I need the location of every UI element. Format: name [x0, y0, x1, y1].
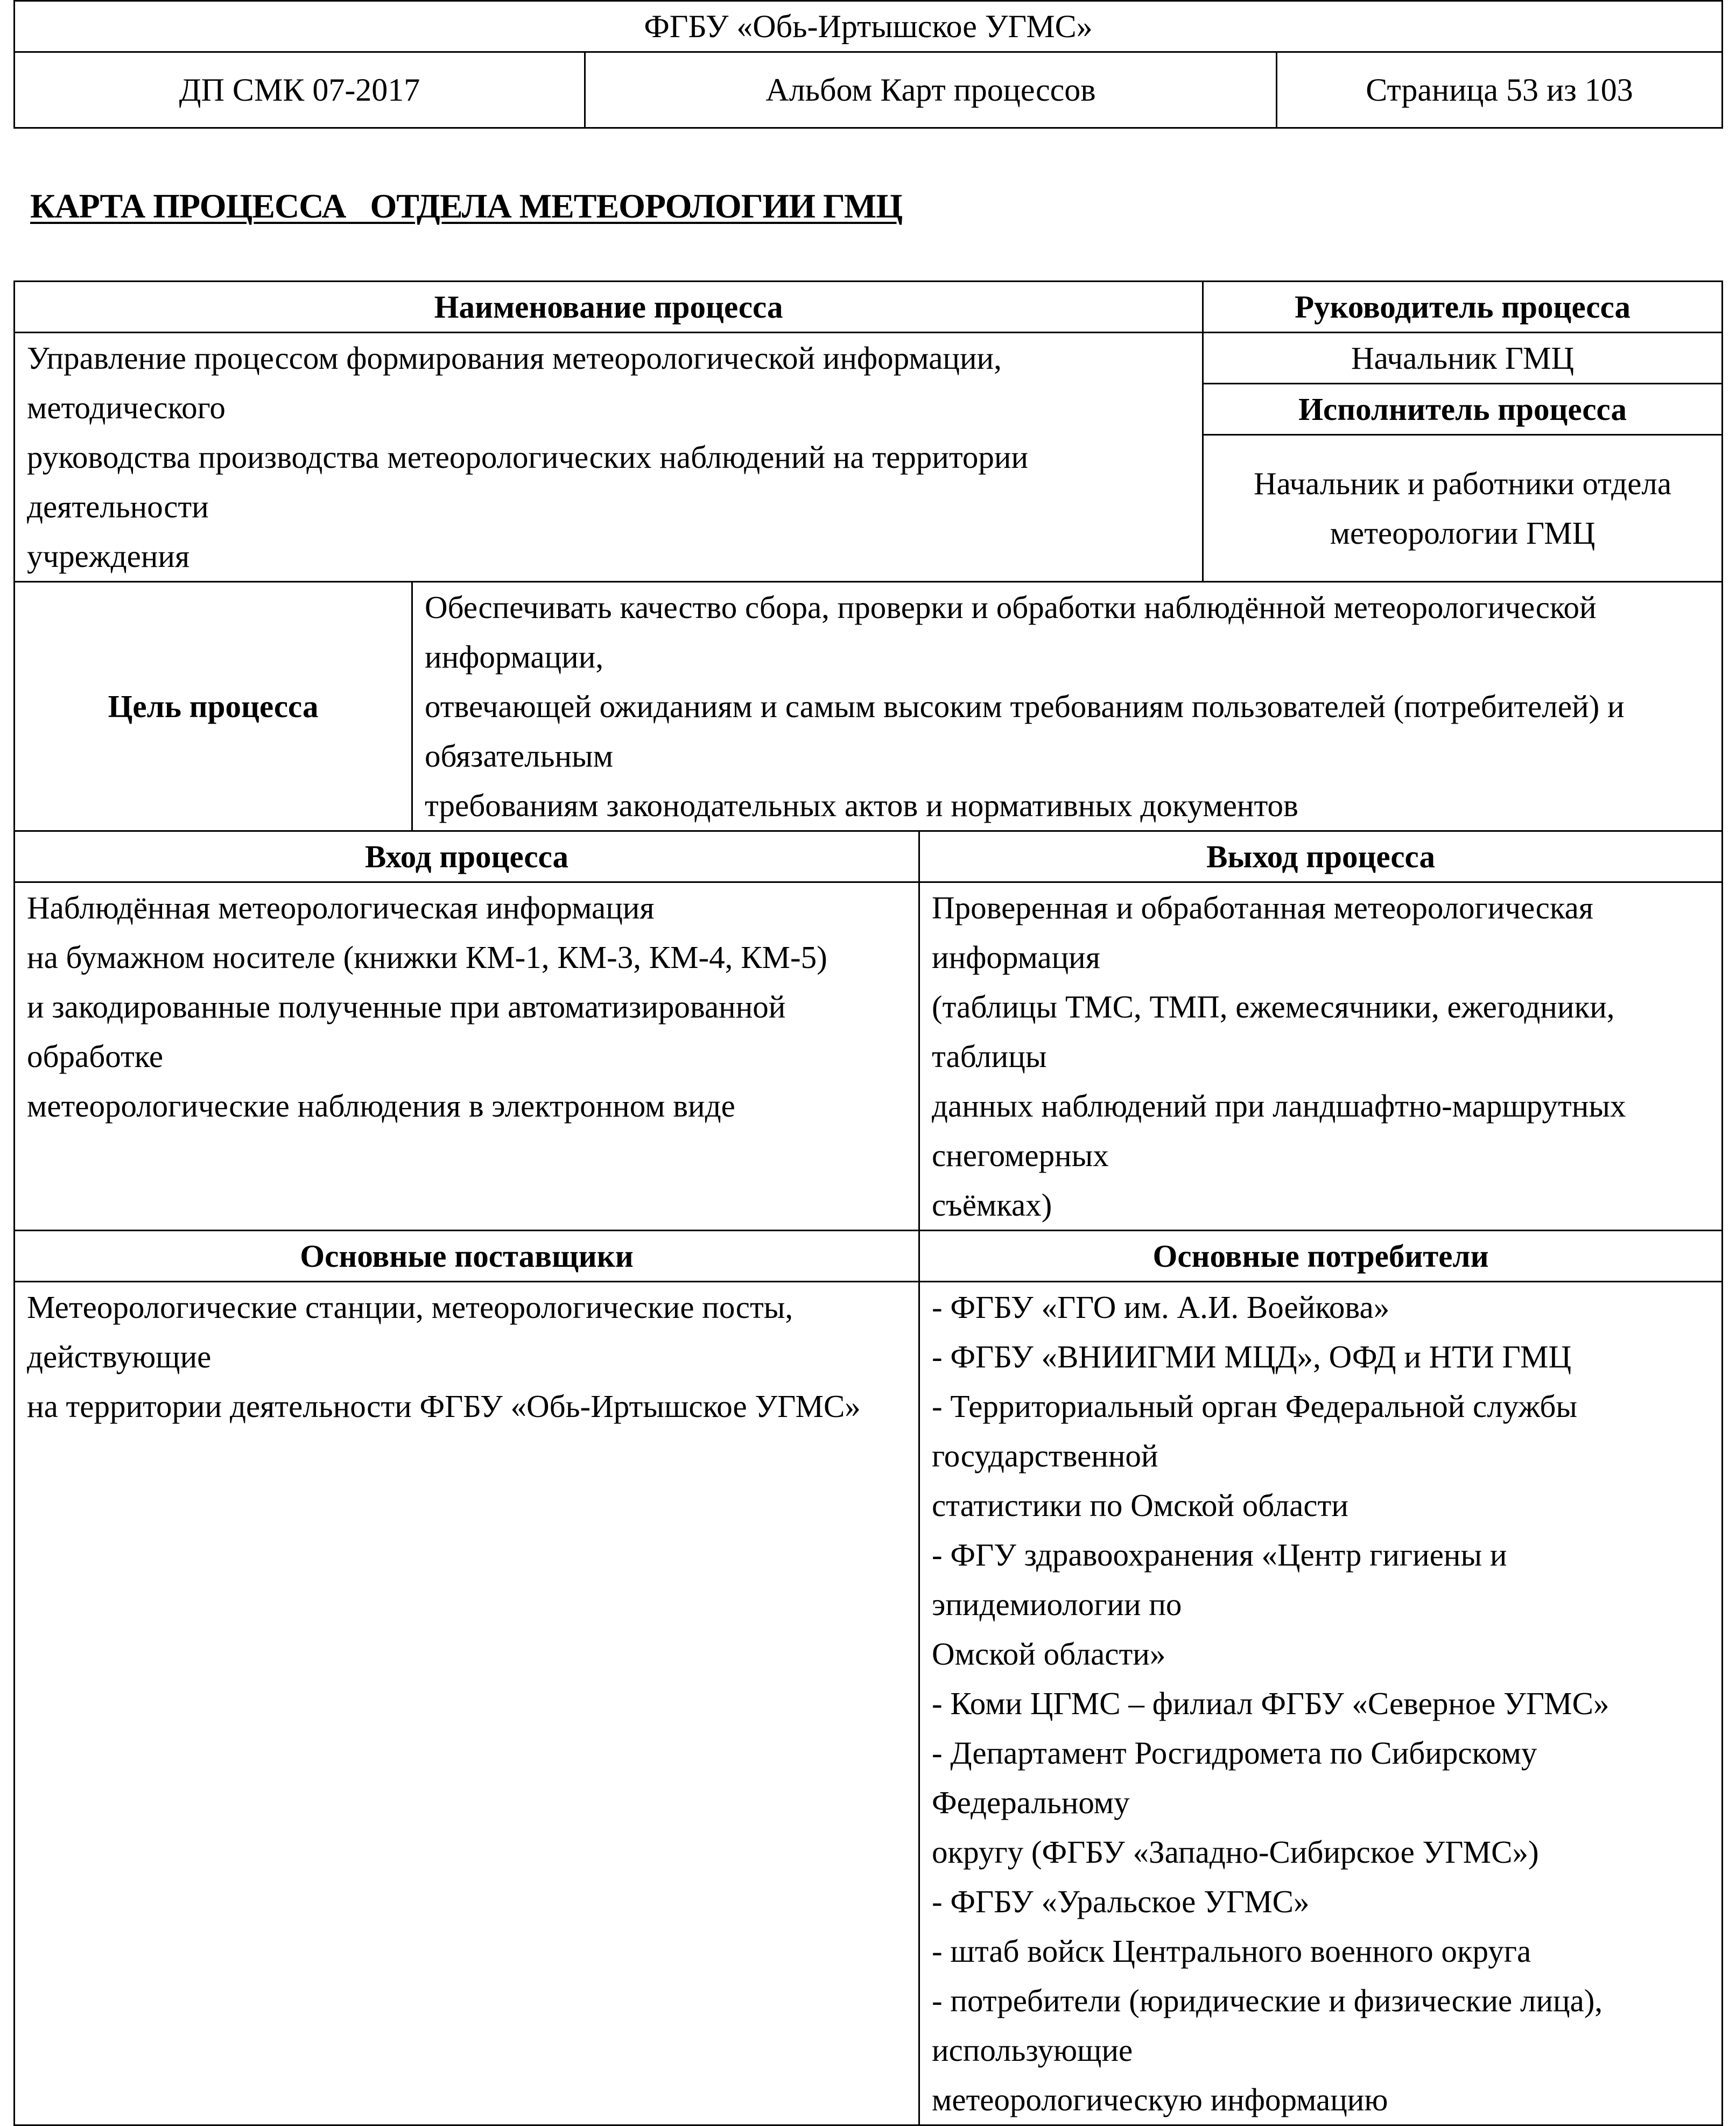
consumer-line: метеорологическую информацию [932, 2082, 1388, 2117]
process-input-line: и закодированные полученные при автоматизированной обработке [27, 989, 786, 1074]
process-input-header: Вход процесса [15, 831, 919, 882]
consumer-line: статистики по Омской области [932, 1488, 1348, 1523]
consumer-line: - ФГБУ «ВНИИГМИ МЦД», ОФД и НТИ ГМЦ [932, 1339, 1572, 1374]
supplier-line: Метеорологические станции, метеорологические посты, действующие [27, 1289, 793, 1374]
process-output-text [919, 882, 1723, 1231]
supplier-line: на территории деятельности ФГБУ «Обь-Иртышское УГМС» [27, 1388, 861, 1424]
suppliers-header: Основные поставщики [15, 1231, 919, 1282]
consumer-line: - Коми ЦГМС – филиал ФГБУ «Северное УГМС» [932, 1686, 1610, 1721]
process-map [13, 280, 1723, 2126]
process-output-header: Выход процесса [919, 831, 1723, 882]
process-owner-header: Руководитель процесса [1203, 282, 1723, 333]
consumer-line: - ФГБУ «Уральское УГМС» [932, 1884, 1310, 1919]
process-executor-value [1203, 435, 1723, 582]
process-input-line: метеорологические наблюдения в электронном виде [27, 1088, 735, 1124]
consumer-line: - штаб войск Центрального военного округа [932, 1933, 1531, 1969]
process-input-text [15, 882, 919, 1231]
consumer-line: - Территориальный орган Федеральной службы государственной [932, 1388, 1578, 1474]
process-output-line: съёмках) [932, 1187, 1052, 1223]
process-input-line: Наблюдённая метеорологическая информация [27, 890, 655, 925]
consumers-header: Основные потребители [919, 1231, 1723, 1282]
process-executor-line: Начальник и работники отдела [1254, 466, 1672, 501]
process-goal-label: Цель процесса [15, 582, 412, 831]
process-name-line: учреждения [27, 538, 190, 574]
process-goal-line: отвечающей ожиданиям и самым высоким требованиям пользователей (потребителей) и обязательным [425, 689, 1625, 774]
page-title: КАРТА ПРОЦЕССА ОТДЕЛА МЕТЕОРОЛОГИИ ГМЦ [30, 187, 903, 225]
consumers-text [919, 1282, 1723, 2125]
consumer-line: - ФГУ здравоохранения «Центр гигиены и эпидемиологии по [932, 1537, 1507, 1622]
process-output-line: Проверенная и обработанная метеорологическая информация [932, 890, 1593, 975]
organization-name: ФГБУ «Обь-Иртышское УГМС» [15, 1, 1723, 52]
process-name [15, 333, 1203, 582]
suppliers-text [15, 1282, 919, 2125]
process-executor-header: Исполнитель процесса [1203, 384, 1723, 435]
process-table [13, 280, 1723, 2126]
process-output-line: данных наблюдений при ландшафтно-маршрутных снегомерных [932, 1088, 1626, 1173]
consumer-line: - Департамент Росгидромета по Сибирскому Федеральному [932, 1735, 1537, 1820]
process-input-line: на бумажном носителе (книжки КМ-1, КМ-3, КМ-4, КМ-5) [27, 939, 827, 975]
consumer-line: округу (ФГБУ «Западно-Сибирское УГМС») [932, 1834, 1539, 1870]
process-name-line: руководства производства метеорологических наблюдений на территории деятельности [27, 439, 1029, 524]
process-goal-line: требованиям законодательных актов и нормативных документов [425, 788, 1298, 823]
process-goal-line: Обеспечивать качество сбора, проверки и обработки наблюдённой метеорологической информации, [425, 590, 1597, 675]
consumer-line: - ФГБУ «ГГО им. А.И. Воейкова» [932, 1289, 1390, 1325]
process-name-header: Наименование процесса [15, 282, 1203, 333]
process-name-line: Управление процессом формирования метеорологической информации, методического [27, 340, 1002, 425]
document-header [13, 0, 1721, 129]
process-output-line: (таблицы ТМС, ТМП, ежемесячники, ежегодники, таблицы [932, 989, 1615, 1074]
header-table [13, 0, 1723, 129]
consumer-line: Омской области» [932, 1636, 1166, 1672]
process-executor-line: метеорологии ГМЦ [1330, 515, 1596, 551]
document-name: Альбом Карт процессов [585, 52, 1277, 128]
document-code: ДП СМК 07-2017 [15, 52, 585, 128]
process-goal-text [412, 582, 1723, 831]
page-number: Страница 53 из 103 [1277, 52, 1723, 128]
consumer-line: - потребители (юридические и физические лица), использующие [932, 1983, 1603, 2068]
process-owner-value: Начальник ГМЦ [1203, 333, 1723, 384]
